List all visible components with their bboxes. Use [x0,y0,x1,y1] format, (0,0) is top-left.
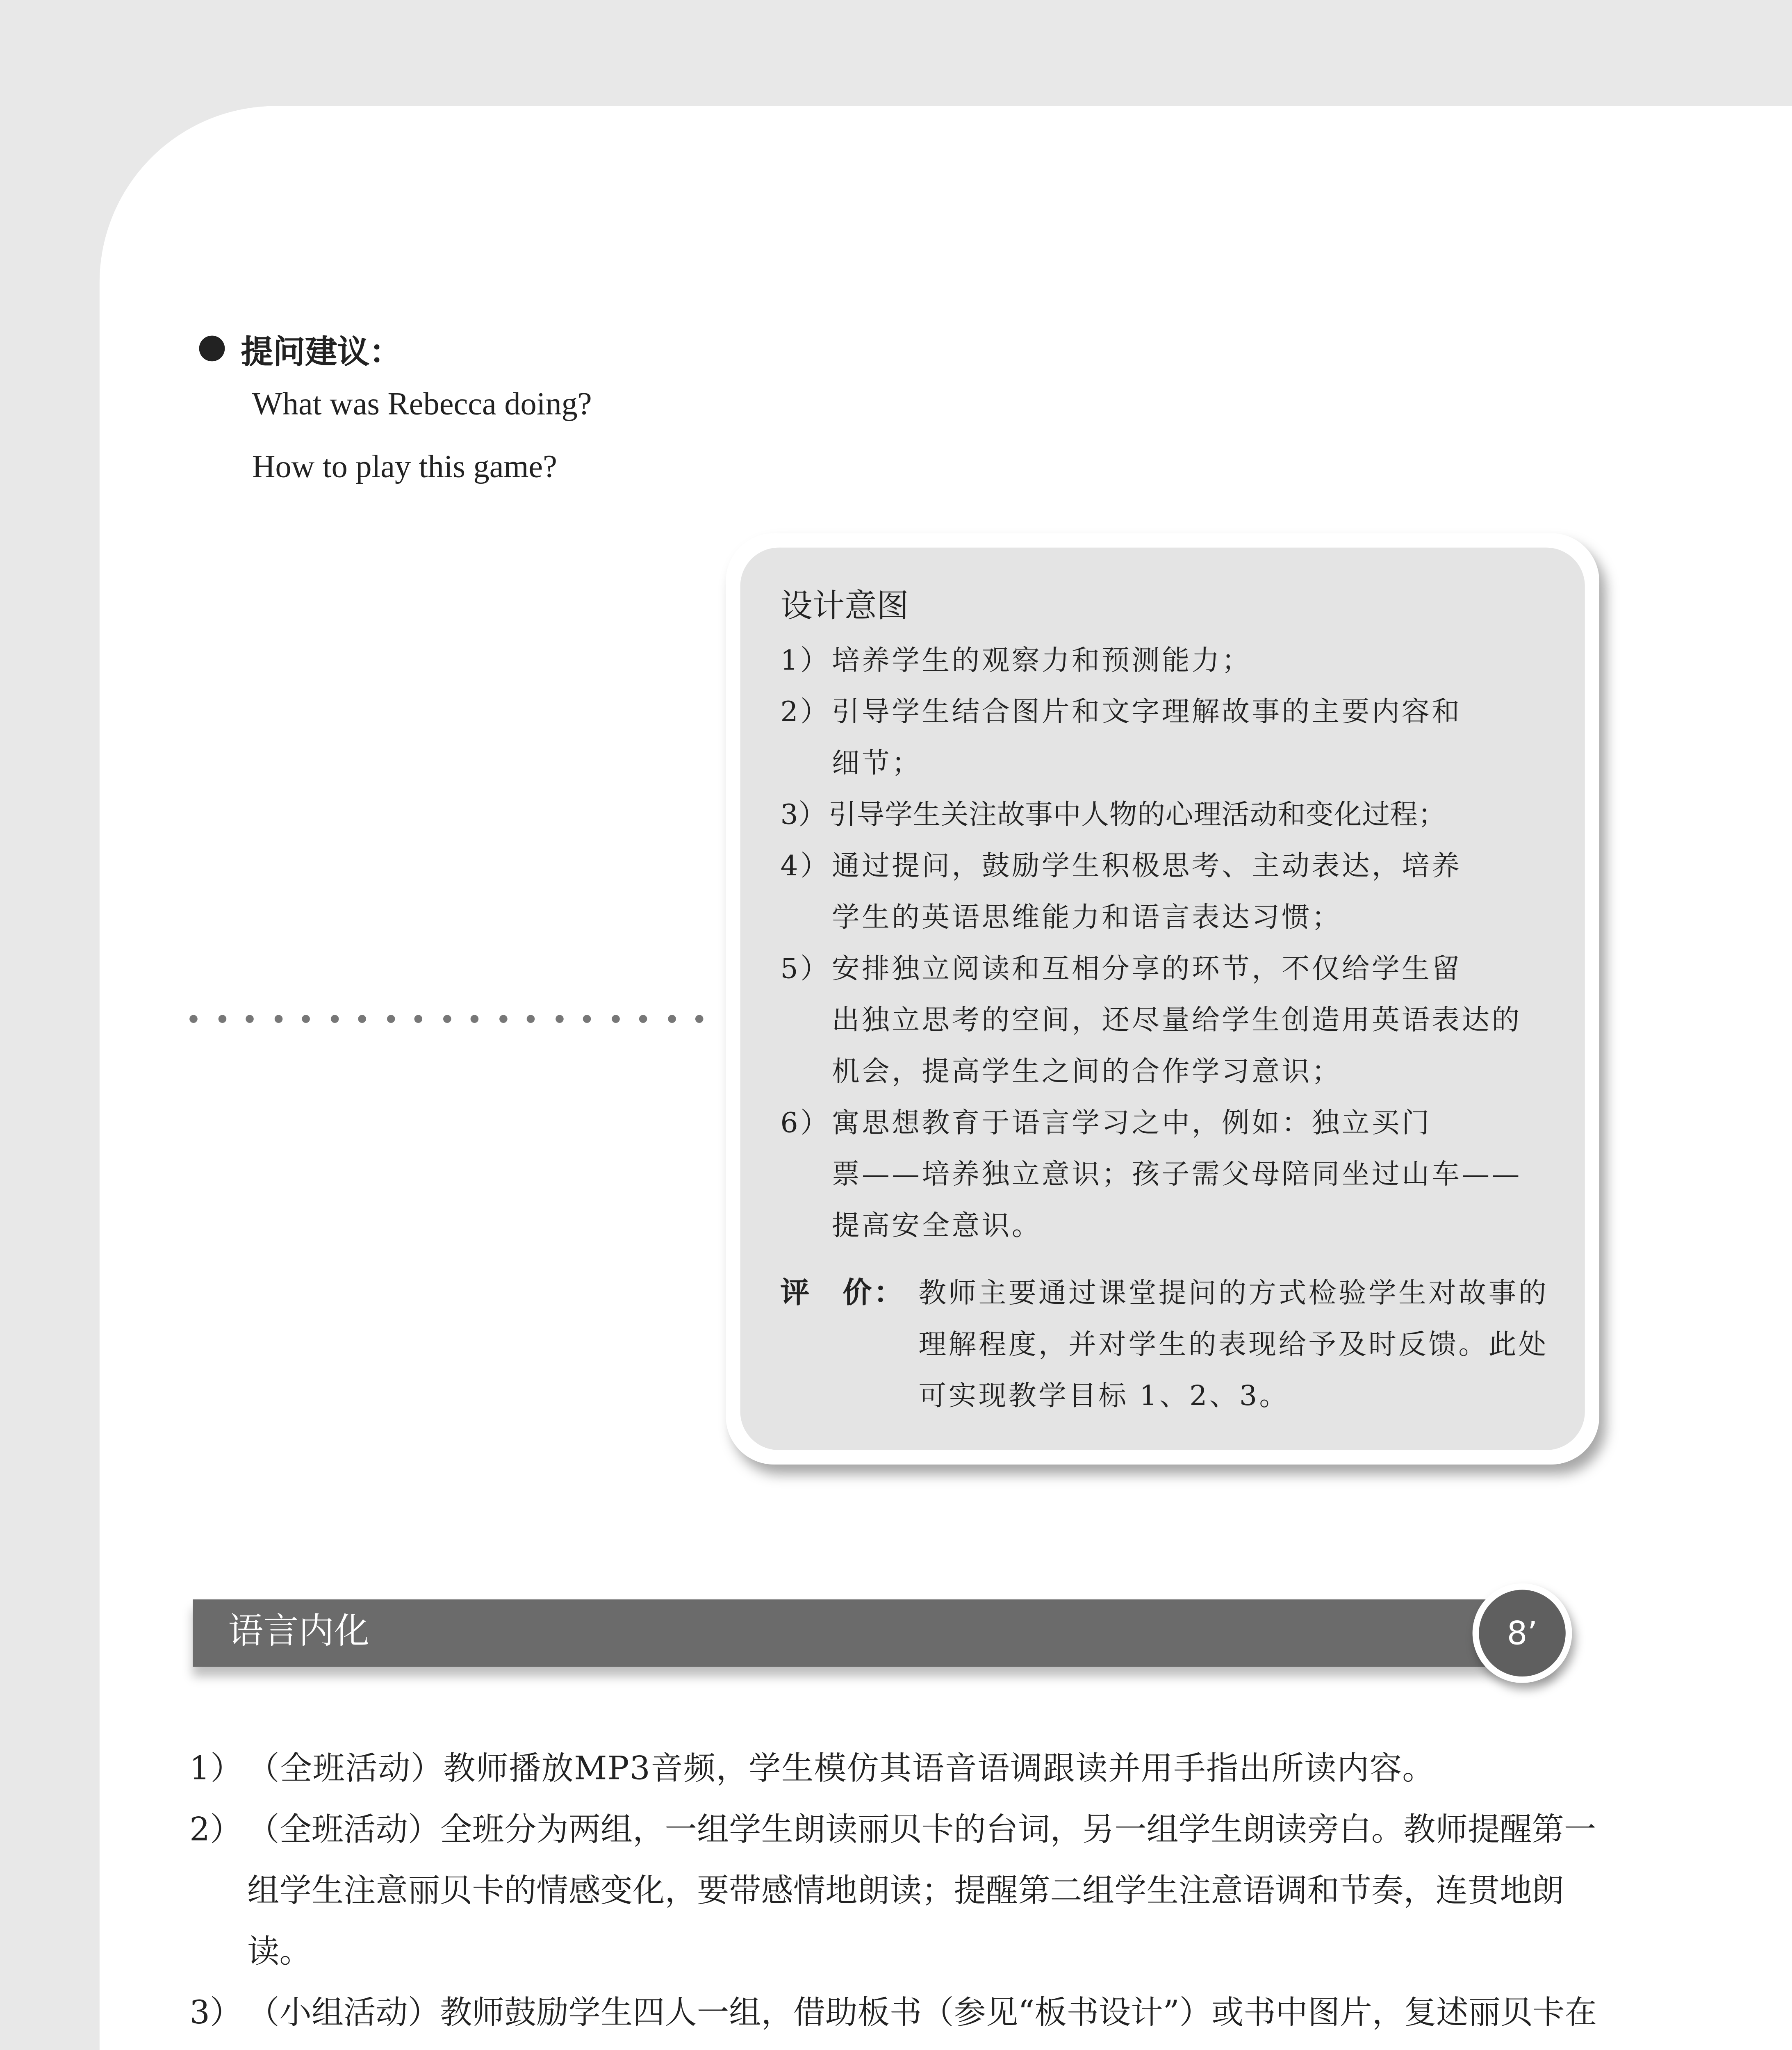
evaluation [781,1269,1550,1423]
list-item: 6） 寓思想教育于语言学习之中，例如：独立买门 票——培养独立意识；孩子需父母陪同坐过山车——提高安全意识。 [780,1108,1522,1243]
dotted-leader [189,1009,703,1028]
time-badge: 8’ [1473,1583,1572,1683]
list-item: 2） 引导学生结合图片和文字理解故事的主要内容和 细节； [780,697,1462,781]
list-item: 1） （全班活动）教师播放MP3音频，学生模仿其语音语调跟读并用手指出所读内容。 [189,1749,1435,1788]
bullet-icon [199,336,225,362]
list-item: 3） （小组活动）教师鼓励学生四人一组，借助板书（参见“板书设计”）或书中图片，复述丽贝卡在 [189,1993,1597,2032]
section-header-bar [193,1599,1551,1667]
activity-steps [189,1738,1603,2050]
design-intent-title: 设计意图 [780,586,909,625]
list-item: 1） 培养学生的观察力和预测能力； [780,645,1252,678]
question-line: What was Rebecca doing? [252,387,592,423]
list-item: 2） （全班活动）全班分为两组，一组学生朗读丽贝卡的台词，另一组学生朗读旁白。教师提醒第一组学生注意丽贝卡的情感变化，要带感情地朗读；提醒第二组学生注意语调和节奏，连贯地朗读。 [189,1810,1596,1970]
question-line: How to play this game? [252,449,557,485]
evaluation-label: 评 价： [780,1276,905,1311]
question-heading-text: 提问建议： [241,331,402,370]
design-intent-box [726,533,1599,1465]
design-intent-list [781,636,1550,1253]
list-item: 5） 安排独立阅读和互相分享的环节，不仅给学生留 出独立思考的空间，还尽量给学生创造用英语表达的机会，提高学生之间的合作学习意识； [780,954,1522,1089]
question-suggestions-heading [199,324,402,373]
section-title: 语言内化 [228,1612,369,1653]
list-item: 4） 通过提问，鼓励学生积极思考、主动表达，培养 学生的英语思维能力和语言表达习惯； [780,851,1462,935]
list-item: 3） 引导学生关注故事中人物的心理活动和变化过程； [780,800,1446,832]
evaluation-text: 教师主要通过课堂提问的方式检验学生对故事的理解程度，并对学生的表现给予及时反馈。此处可实现教学目标 1、2、3。 [918,1278,1548,1413]
